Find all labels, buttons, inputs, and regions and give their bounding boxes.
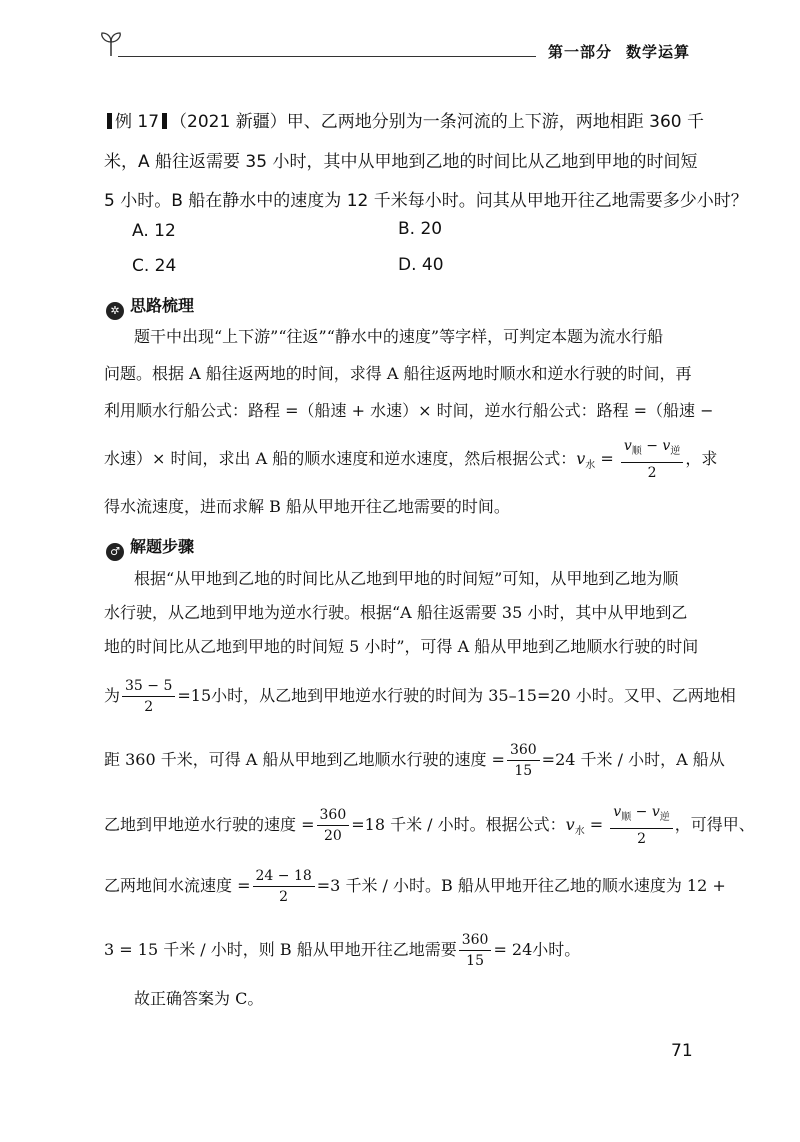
fraction-24-minus-18-over-2: $\frac{24 - 18}{2}$	[253, 866, 315, 907]
page-number: 71	[671, 1041, 693, 1061]
fraction-360-over-15: $\frac{360}{15}$	[507, 740, 540, 781]
example-line-2: 米，A 船往返需要 35 小时，其中从甲地到乙地的时间比从乙地到甲地的时间短	[104, 152, 698, 172]
flow-speed-formula: $v_水$ = $\frac{v_顺 - v_逆}{2}$	[576, 449, 685, 468]
example-label: 例 17	[115, 112, 160, 132]
solution-line-3: 地的时间比从乙地到甲地的时间短 5 小时”，可得 A 船从甲地到乙地顺水行驶的时间	[104, 637, 699, 656]
analysis-line-3: 利用顺水行船公式：路程 =（船速 + 水速）× 时间，逆水行船公式：路程 =（船速 −	[104, 401, 714, 420]
lightbulb-icon: ✲	[106, 302, 124, 320]
analysis-line-2: 问题。根据 A 船往返两地的时间，求得 A 船往返两地时顺水和逆水行驶的时间，再	[104, 364, 692, 383]
solution-line-8: 3 = 15 千米 / 小时，则 B 船从甲地开往乙地需要 $\frac{360}{15}$ = 24小时。	[104, 932, 581, 969]
header-part: 第一部分	[548, 43, 613, 61]
header-chapter: 数学运算	[626, 43, 691, 61]
fraction-360-over-15-b: $\frac{360}{15}$	[459, 930, 492, 971]
solution-line-1: 根据“从甲地到乙地的时间比从乙地到甲地的时间短”可知，从甲地到乙地为顺	[134, 569, 679, 588]
fraction-35-minus-5-over-2: $\frac{35 - 5}{2}$	[122, 676, 175, 717]
option-a: A. 12	[132, 221, 176, 241]
option-d: D. 40	[398, 255, 444, 275]
solution-line-7: 乙两地间水流速度 = $\frac{24 - 18}{2}$ =3 千米 / 小时。B 船从甲地开往乙地的顺水速度为 12 +	[104, 868, 726, 905]
example-line-1: 例 17 （2021 新疆）甲、乙两地分别为一条河流的上下游，两地相距 360 千	[104, 107, 704, 132]
header-rule	[118, 56, 536, 57]
analysis-line-1: 题干中出现“上下游”“往返”“静水中的速度”等字样，可判定本题为流水行船	[134, 327, 664, 346]
running-header	[548, 41, 704, 62]
fraction-360-over-20: $\frac{360}{20}$	[317, 805, 350, 846]
key-icon: ♂	[106, 543, 124, 561]
solution-line-6: 乙地到甲地逆水行驶的速度 = $\frac{360}{20}$ =18 千米 / 小时。根据公式：$v_水$ = $\frac{v_顺 - v_逆}{2}$ ，可得甲、	[104, 804, 755, 847]
solution-heading: ♂ 解题步骤	[106, 534, 194, 561]
analysis-heading: ✲ 思路梳理	[106, 293, 194, 320]
option-b: B. 20	[398, 219, 443, 239]
solution-line-5: 距 360 千米，可得 A 船从甲地到乙地顺水行驶的速度 = $\frac{360}{15}$ =24 千米 / 小时，A 船从	[104, 742, 725, 779]
answer-line: 故正确答案为 C。	[134, 989, 264, 1008]
example-line-3: 5 小时。B 船在静水中的速度为 12 千米每小时。问其从甲地开往乙地需要多少小时？	[104, 191, 748, 211]
solution-line-2: 水行驶，从乙地到甲地为逆水行驶。根据“A 船往返需要 35 小时，其中从甲地到乙	[104, 603, 688, 622]
sprout-icon	[98, 30, 124, 58]
analysis-line-4: 水速）× 时间，求出 A 船的顺水速度和逆水速度，然后根据公式：$v_水$ = $\frac{v_顺 - v_逆}{2}$ ，求	[104, 438, 718, 481]
solution-line-4: 为 $\frac{35 - 5}{2}$ =15小时，从乙地到甲地逆水行驶的时间为 35–15=20 小时。又甲、乙两地相	[104, 678, 736, 715]
example-source: （2021 新疆）	[170, 112, 287, 132]
analysis-line-5: 得水流速度，进而求解 B 船从甲地开往乙地需要的时间。	[104, 497, 510, 516]
option-c: C. 24	[132, 256, 177, 276]
